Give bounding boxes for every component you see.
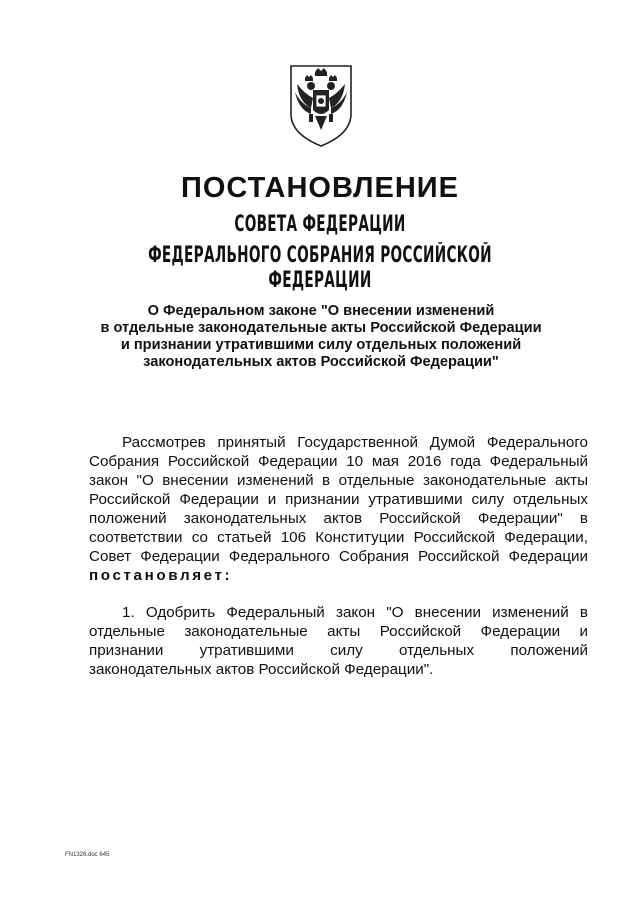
resolves-word: постановляет:	[89, 567, 233, 584]
body-line: Собрания Российской Федерации 10 мая 2016 года Федеральный	[89, 453, 588, 470]
issuer-subtitle-2: ФЕДЕРАЛЬНОГО СОБРАНИЯ РОССИЙСКОЙ ФЕДЕРАЦИИ	[148, 243, 492, 293]
coat-of-arms-icon	[287, 62, 355, 148]
subject-line: в отдельные законодательные акты Российской Федерации	[100, 320, 542, 336]
body-paragraph-2	[89, 603, 588, 679]
body-line: закон "О внесении изменений в отдельные законодательные акты	[89, 472, 588, 489]
body-line: положений законодательных актов Российской Федерации" в	[89, 510, 588, 527]
body-paragraph-1	[89, 433, 588, 585]
document-type-title: ПОСТАНОВЛЕНИЕ	[181, 172, 459, 204]
document-reference-footer: FN1326.doc 645	[65, 852, 110, 858]
body-line: законодательных актов Российской Федерации".	[89, 661, 434, 678]
issuer-subtitle-1: СОВЕТА ФЕДЕРАЦИИ	[234, 212, 406, 237]
subject-line: и признании утратившими силу отдельных положений	[120, 337, 522, 353]
subject-line: О Федеральном законе "О внесении изменений	[147, 303, 495, 319]
subject-line: законодательных актов Российской Федерации"	[143, 354, 499, 370]
body-line: 1. Одобрить Федеральный закон "О внесении изменений в	[122, 604, 588, 621]
body-line: отдельные законодательные акты Российской Федерации и	[89, 623, 588, 640]
document-subject	[90, 303, 552, 371]
body-line: соответствии со статьей 106 Конституции Российской Федерации,	[89, 529, 588, 546]
body-line: Российской Федерации и признании утратившими силу отдельных	[89, 491, 588, 508]
body-line: признании утратившими силу отдельных положений	[89, 642, 588, 659]
body-line: Совет Федерации Федерального Собрания Российской Федерации	[89, 548, 588, 565]
body-line: Рассмотрев принятый Государственной Думой Федерального	[122, 434, 588, 451]
